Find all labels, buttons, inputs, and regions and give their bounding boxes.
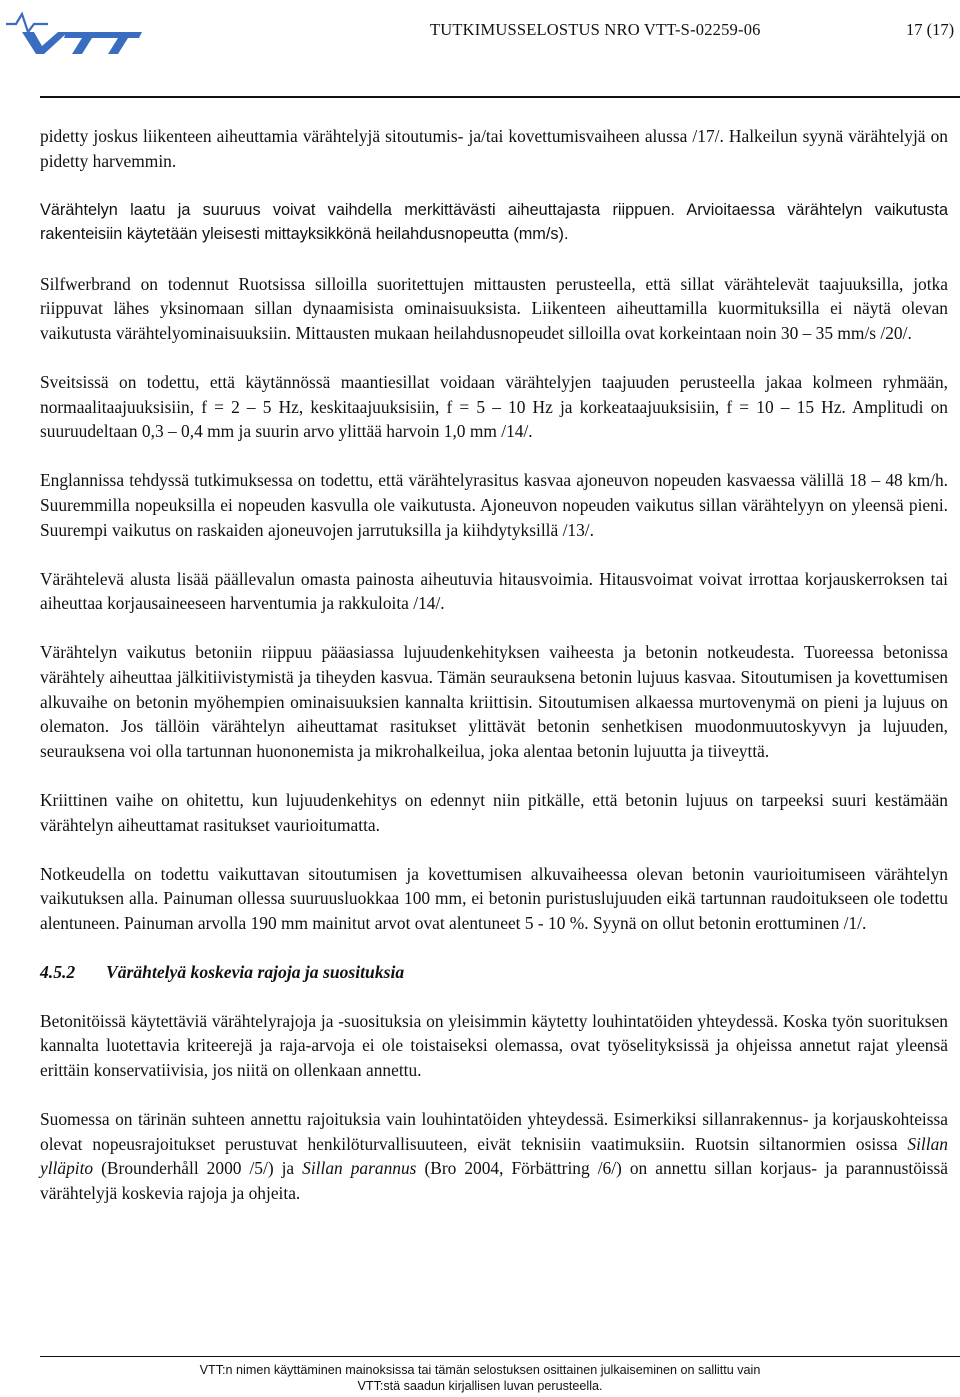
page-footer bbox=[0, 1362, 960, 1394]
paragraph: pidetty joskus liikenteen aiheuttamia värähtelyjä sitoutumis- ja/tai kovettumisvaiheen alussa /17/. Halkeilun syynä värähtelyjä on pidetty harvemmin. bbox=[40, 126, 948, 171]
paragraph: Kriittinen vaihe on ohitettu, kun lujuudenkehitys on edennyt niin pitkälle, että betonin lujuus on tarpeeksi suuri kestämään värähtelyn aiheuttamat rasitukset vaurioitumatta. bbox=[40, 790, 948, 835]
header-divider bbox=[40, 96, 960, 98]
paragraph: Sveitsissä on todettu, että käytännössä maantiesillat voidaan värähtelyjen taajuuden perusteella jakaa kolmeen ryhmään, normaalitaajuuksisiin, f = 2 – 5 Hz, keskitaajuuksisiin, f = 5 – 10 Hz ja korkeataajuuksisiin, f = 10 – 15 Hz. Amplitudi on suuruudeltaan 0,3 – 0,4 mm ja suurin arvo ylittää harvoin 1,0 mm /14/. bbox=[40, 371, 948, 442]
paragraph: Silfwerbrand on todennut Ruotsissa silloilla suoritettujen mittausten perusteella, että sillat värähtelevät taajuuksilla, jotka riippuvat lähes yksinomaan sillan dynaamisista ominaisuuksista. Liikenteen aiheuttamilla kuormituksilla ei näytä olevan vaikutusta värähtelyominaisuuksiin. Mittausten mukaan heilahdusnopeudet silloilla ovat korkeintaan noin 30 – 35 mm/s /20/. bbox=[40, 273, 948, 343]
vtt-logo bbox=[2, 2, 142, 62]
section-title: Värähtelyä koskevia rajoja ja suosituksia bbox=[106, 962, 405, 983]
section-number: 4.5.2 bbox=[40, 962, 76, 983]
paragraph: Englannissa tehdyssä tutkimuksessa on todettu, että värähtelyrasitus kasvaa ajoneuvon nopeuden kasvaessa välillä 18 – 48 km/h. Suuremmilla nopeuksilla ei nopeuden kasvulla ole vaikutusta. Ajoneuvon nopeuden vaikutus sillan värähtelyyn on yleensä pieni. Suurempi vaikutus on raskaiden ajoneuvojen jarrutuksilla ja kiihdytyksillä /13/. bbox=[40, 470, 948, 540]
italic-term: Sillan parannus bbox=[302, 1158, 417, 1179]
paragraph bbox=[40, 1107, 948, 1205]
page-number: 17 (17) bbox=[906, 20, 955, 39]
footer-line: VTT:n nimen käyttäminen mainoksissa tai tämän selostuksen osittainen julkaiseminen on sallittu vain bbox=[199, 1363, 761, 1377]
page-header bbox=[0, 0, 960, 100]
footer-line: VTT:stä saadun kirjallisen luvan perusteella. bbox=[357, 1379, 603, 1393]
paragraph: Värähtelevä alusta lisää päällevalun omasta painosta aiheutuvia hitausvoimia. Hitausvoimat voivat irrottaa korjauskerroksen tai aiheuttaa korjausaineeseen harventumia ja rakkuloita /14/. bbox=[40, 568, 948, 614]
paragraph-text: (Brounderhåll 2000 /5/) ja bbox=[93, 1158, 303, 1179]
paragraph-text: (Bro 2004, Förbättring /6/) on annettu sillan korjaus- ja parannustöissä värähtelyjä koskevia rajoja ja ohjeita. bbox=[40, 1158, 948, 1203]
paragraph: Värähtelyn laatu ja suuruus voivat vaihdella merkittävästi aiheuttajasta riippuen. Arvioitaessa värähtelyn vaikutusta rakenteisiin käytetään yleisesti mittayksikkönä heilahdusnopeutta (mm/s). bbox=[40, 200, 948, 244]
paragraph: Notkeudella on todettu vaikuttavan sitoutumisen ja kovettumisen alkuvaiheessa olevan betonin vaurioitumiseen värähtelyn vaikutuksen alla. Painuman ollessa suuruusluokkaa 100 mm, ei betonin puristuslujuuden eikä tartunnan raudoitukseen ole todettu alentuneen. Painuman arvolla 190 mm mainitut arvot ovat alentuneet 5 - 10 %. Syynä on ollut betonin erottuminen /1/. bbox=[40, 863, 948, 933]
footer-divider bbox=[40, 1356, 960, 1357]
paragraph: Värähtelyn vaikutus betoniin riippuu pääasiassa lujuudenkehityksen vaiheesta ja betonin notkeudesta. Tuoreessa betonissa värähtely aiheuttaa jälkitiivistymistä ja tiheyden kasvua. Tämän seurauksena betonin lujuus kasvaa. Sitoutumisen ja kovettumisen alkuvaihe on betonin myöhempien ominaisuuksien kannalta kriittisin. Sitoutumisen alkaessa murtovenymä on pieni ja lujuus on olematon. Jos tällöin värähtelyn aiheuttamat rasitukset ylittävät betonin senhetkisen muodonmuutoskyvyn ja lujuuden, seurauksena voi olla tartunnan huononemista ja mikrohalkeilua, joka alentaa betonin lujuutta ja tiiveyttä. bbox=[40, 642, 948, 761]
document-body bbox=[40, 124, 948, 1230]
italic-term: Sillan ylläpito bbox=[40, 1133, 948, 1179]
section-heading bbox=[40, 960, 948, 985]
paragraph: Betonitöissä käytettäviä värähtelyrajoja ja -suosituksia on yleisimmin käytetty louhintatöiden yhteydessä. Koska työn suorituksen kannalta luotettavia kriteerejä ja raja-arvoja ei ole toistaiseksi olemassa, ovat työselityksissä ja ohjeissa annetut rajat yleensä erittäin konservatiivisia, jos niitä on ollenkaan annettu. bbox=[40, 1010, 948, 1080]
report-title: TUTKIMUSSELOSTUS NRO VTT-S-02259-06 bbox=[430, 20, 761, 39]
paragraph-text: Suomessa on tärinän suhteen annettu rajoituksia vain louhintatöiden yhteydessä. Esimerkiksi sillanrakennus- ja korjauskohteissa olevat nopeusrajoitukset perustuvat henkilöturvallisuuteen, eivät teknisiin vaatimuksiin. Ruotsin siltanormien osissa bbox=[40, 1109, 948, 1154]
